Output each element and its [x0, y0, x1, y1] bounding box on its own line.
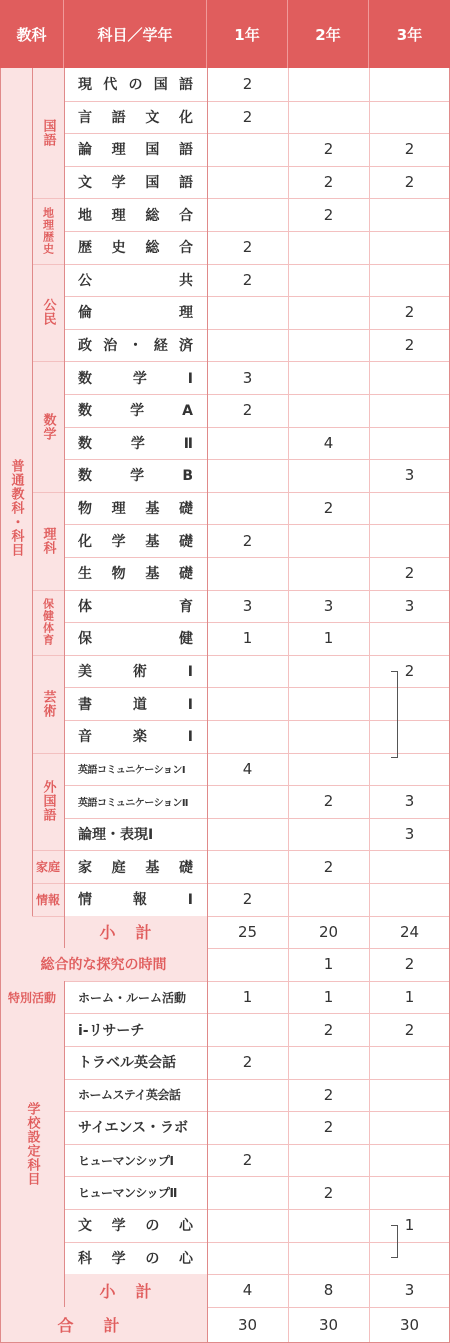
category-label: 公民	[40, 298, 56, 327]
year3-credits: 2	[404, 564, 415, 583]
category-label: 数学	[40, 412, 56, 441]
year1-credits	[207, 198, 288, 231]
school-year2-credits: 2	[323, 1085, 334, 1104]
school-year3-credits	[369, 1046, 450, 1079]
column-divider	[369, 68, 370, 1343]
school-year3-credits	[369, 1079, 450, 1112]
year2-credits: 2	[323, 140, 334, 159]
school-year3-credits: 1	[404, 1216, 415, 1235]
school-year2-credits: 2	[323, 1183, 334, 1202]
school-subject-name	[64, 1242, 207, 1275]
year2-credits	[288, 329, 369, 362]
year2-credits: 4	[323, 433, 334, 452]
year3-credits: 2	[404, 662, 415, 681]
year2-credits	[288, 394, 369, 427]
year1-credits: 2	[242, 531, 253, 550]
subject-name	[64, 101, 207, 134]
school-year3-credits	[369, 1176, 450, 1209]
year1-credits	[207, 459, 288, 492]
year2-credits	[288, 818, 369, 851]
year1-credits	[207, 818, 288, 851]
category-label: 地理歴史	[41, 206, 55, 255]
sougou-year2: 1	[323, 955, 334, 974]
total-label: 合計	[0, 1307, 207, 1343]
year3-credits	[369, 394, 450, 427]
year3-credits: 2	[404, 140, 415, 159]
school-year3-credits: 2	[404, 1020, 415, 1039]
school-year2-credits	[288, 1046, 369, 1079]
school-year2-credits	[288, 1209, 369, 1242]
subject-name	[64, 622, 207, 655]
column-divider	[64, 1013, 65, 1306]
year2-credits	[288, 101, 369, 134]
subject-name-text: 政治・経済	[78, 338, 193, 355]
school-year1-credits: 2	[242, 1151, 253, 1170]
category-label: 家庭	[35, 860, 60, 875]
subject-name-text: 倫理	[78, 305, 193, 322]
school-subject-name-text: ホームステイ英会話	[78, 1088, 181, 1103]
year1-credits: 3	[242, 368, 253, 387]
year1-credits: 2	[242, 75, 253, 94]
year2-credits	[288, 459, 369, 492]
school-year2-credits	[288, 1242, 369, 1275]
subject-name	[64, 655, 207, 688]
year1-credits: 2	[242, 270, 253, 289]
header-kyouka: 教科	[0, 0, 64, 68]
year1-credits: 1	[242, 629, 253, 648]
subject-name	[64, 818, 207, 851]
tokubetsu-year1: 1	[242, 988, 253, 1007]
category-label: 国語	[40, 119, 56, 148]
year1-credits	[207, 655, 288, 688]
year1-credits: 2	[242, 890, 253, 909]
year3-credits	[369, 883, 450, 916]
year2-credits: 3	[323, 596, 334, 615]
header-year2: 2年	[288, 0, 369, 68]
subject-name-text: 体育	[78, 598, 193, 615]
year2-credits	[288, 264, 369, 297]
column-divider	[32, 68, 33, 916]
year1-credits	[207, 850, 288, 883]
selection-bracket	[391, 1225, 398, 1258]
year2-credits	[288, 296, 369, 329]
year2-credits	[288, 361, 369, 394]
year1-credits: 2	[242, 401, 253, 420]
subject-name	[64, 68, 207, 101]
year1-credits: 3	[242, 596, 253, 615]
subtotal1-year3: 24	[399, 922, 420, 941]
subtotal1-year1: 25	[237, 922, 258, 941]
subject-name	[64, 720, 207, 753]
total-year1: 30	[237, 1315, 258, 1334]
school-year2-credits: 2	[323, 1118, 334, 1137]
sougou-year3: 2	[404, 955, 415, 974]
year2-credits: 2	[323, 173, 334, 192]
school-year2-credits	[288, 1144, 369, 1177]
school-year1-credits	[207, 1209, 288, 1242]
subject-name-text: 論理・表現Ⅰ	[78, 827, 154, 844]
year1-credits	[207, 557, 288, 590]
header-kamoku: 科目／学年	[64, 0, 207, 68]
school-subject-name	[64, 1079, 207, 1112]
year3-credits: 2	[404, 336, 415, 355]
year3-credits	[369, 68, 450, 101]
year2-credits	[288, 687, 369, 720]
subtotal2-label: 小計	[64, 1274, 207, 1307]
year2-credits	[288, 883, 369, 916]
year3-credits	[369, 753, 450, 786]
year2-credits	[288, 524, 369, 557]
subject-name-text: 現代の国語	[78, 77, 193, 94]
category-label: 保健体育	[41, 598, 55, 647]
year3-credits: 3	[404, 825, 415, 844]
year3-credits	[369, 687, 450, 720]
year2-credits: 2	[323, 205, 334, 224]
school-year3-credits	[369, 1144, 450, 1177]
school-subject-name-text: 科学の心	[78, 1250, 193, 1267]
year3-credits: 3	[404, 792, 415, 811]
subject-name-text: 文学国語	[78, 175, 193, 192]
school-year1-credits	[207, 1079, 288, 1112]
school-year1-credits	[207, 1013, 288, 1046]
school-subject-name	[64, 1013, 207, 1046]
year1-credits: 4	[242, 759, 253, 778]
total-year3: 30	[399, 1315, 420, 1334]
school-subject-name	[64, 1111, 207, 1144]
school-subject-name	[64, 1209, 207, 1242]
subtotal1-label: 小計	[64, 916, 207, 949]
year3-credits: 2	[404, 173, 415, 192]
school-group-label: 学校設定科目	[24, 1101, 40, 1186]
subject-name	[64, 524, 207, 557]
subject-name-text: 地理総合	[78, 207, 193, 224]
school-subject-name-text: ヒューマンシップⅠ	[78, 1153, 174, 1168]
year2-credits	[288, 655, 369, 688]
subject-name-text: 歴史総合	[78, 240, 193, 257]
year1-credits	[207, 133, 288, 166]
year3-credits: 3	[404, 596, 415, 615]
year3-credits	[369, 492, 450, 525]
subject-name-text: 情報Ⅰ	[78, 892, 193, 909]
subject-name-text: 数学A	[78, 403, 193, 420]
year1-credits: 2	[242, 238, 253, 257]
header-year3: 3年	[369, 0, 450, 68]
subject-name	[64, 753, 207, 786]
main-group-label: 普通教科・科目	[8, 459, 24, 558]
sougou-year1	[207, 948, 288, 981]
school-subject-name-text: 文学の心	[78, 1218, 193, 1235]
subject-name-text: 言語文化	[78, 109, 193, 126]
year2-credits	[288, 68, 369, 101]
column-divider	[288, 68, 289, 1343]
subject-name	[64, 394, 207, 427]
subject-name	[64, 850, 207, 883]
subject-name-text: 英語コミュニケーションⅠ	[78, 765, 186, 777]
subject-name	[64, 361, 207, 394]
subject-name	[64, 883, 207, 916]
school-subject-name-text: i-リサーチ	[78, 1022, 145, 1039]
year1-credits	[207, 687, 288, 720]
year1-credits: 2	[242, 107, 253, 126]
total-year2: 30	[318, 1315, 339, 1334]
school-subject-name	[64, 1144, 207, 1177]
year2-credits	[288, 753, 369, 786]
year3-credits: 3	[404, 466, 415, 485]
subject-name-text: 書道Ⅰ	[78, 696, 193, 713]
tokubetsu-year3: 1	[404, 988, 415, 1007]
year2-credits	[288, 231, 369, 264]
year1-credits	[207, 166, 288, 199]
year2-credits	[288, 557, 369, 590]
school-year1-credits: 2	[242, 1053, 253, 1072]
subtotal2-year1: 4	[242, 1281, 253, 1300]
subject-name	[64, 687, 207, 720]
year3-credits	[369, 101, 450, 134]
school-year3-credits	[369, 1242, 450, 1275]
column-divider	[0, 68, 1, 1343]
tokubetsu-group: 特別活動	[0, 981, 64, 1014]
tokubetsu-name: ホーム・ルーム活動	[78, 990, 187, 1005]
subtotal1-year2: 20	[318, 922, 339, 941]
year2-credits: 2	[323, 499, 334, 518]
subject-name	[64, 459, 207, 492]
subject-name	[64, 198, 207, 231]
year3-credits	[369, 427, 450, 460]
sougou-label: 総合的な探究の時間	[0, 948, 207, 981]
selection-bracket	[391, 671, 398, 758]
subtotal2-year2: 8	[323, 1281, 334, 1300]
year3-credits	[369, 198, 450, 231]
year3-credits	[369, 231, 450, 264]
category-label: 外国語	[40, 780, 56, 823]
subject-name	[64, 166, 207, 199]
tokubetsu-year2: 1	[323, 988, 334, 1007]
column-divider	[207, 68, 208, 1343]
year3-credits: 2	[404, 303, 415, 322]
school-subject-name	[64, 1046, 207, 1079]
school-year2-credits: 2	[323, 1020, 334, 1039]
subject-name-text: 美術Ⅰ	[78, 664, 193, 681]
year3-credits	[369, 850, 450, 883]
subject-name-text: 物理基礎	[78, 501, 193, 518]
school-subject-name-text: トラベル英会話	[78, 1055, 176, 1072]
subject-name	[64, 296, 207, 329]
year1-credits	[207, 427, 288, 460]
subject-name	[64, 427, 207, 460]
subject-name	[64, 557, 207, 590]
year1-credits	[207, 329, 288, 362]
subject-name-text: 生物基礎	[78, 566, 193, 583]
school-year1-credits	[207, 1242, 288, 1275]
subject-name-text: 公共	[78, 272, 193, 289]
year1-credits	[207, 720, 288, 753]
subject-name	[64, 492, 207, 525]
subject-name	[64, 785, 207, 818]
category-label: 情報	[35, 892, 60, 907]
year2-credits: 2	[323, 792, 334, 811]
subtotal2-year3: 3	[404, 1281, 415, 1300]
subject-name-text: 保健	[78, 631, 193, 648]
subject-name-text: 化学基礎	[78, 533, 193, 550]
header-year1: 1年	[207, 0, 288, 68]
year3-credits	[369, 720, 450, 753]
year3-credits	[369, 361, 450, 394]
category-label: 理科	[40, 526, 56, 555]
subject-name-text: 論理国語	[78, 142, 193, 159]
subject-name	[64, 329, 207, 362]
year2-credits: 2	[323, 857, 334, 876]
subject-name-text: 英語コミュニケーションⅡ	[78, 797, 188, 809]
subject-name	[64, 133, 207, 166]
column-divider	[64, 981, 65, 1014]
subject-name-text: 家庭基礎	[78, 859, 193, 876]
year2-credits: 1	[323, 629, 334, 648]
year1-credits	[207, 785, 288, 818]
school-subject-name	[64, 1176, 207, 1209]
row-divider	[32, 916, 64, 917]
year3-credits	[369, 524, 450, 557]
school-subject-name-text: ヒューマンシップⅡ	[78, 1186, 177, 1201]
year3-credits	[369, 264, 450, 297]
year1-credits	[207, 296, 288, 329]
subject-name	[64, 264, 207, 297]
column-divider	[64, 68, 65, 948]
subject-name-text: 数学Ⅱ	[78, 435, 193, 452]
school-year3-credits	[369, 1111, 450, 1144]
year3-credits	[369, 622, 450, 655]
subject-name-text: 音楽Ⅰ	[78, 729, 193, 746]
subject-name	[64, 231, 207, 264]
subject-name	[64, 590, 207, 623]
subject-name-text: 数学B	[78, 468, 193, 485]
year1-credits	[207, 492, 288, 525]
year2-credits	[288, 720, 369, 753]
category-label: 芸術	[40, 689, 56, 718]
subject-name-text: 数学Ⅰ	[78, 370, 193, 387]
school-year1-credits	[207, 1176, 288, 1209]
school-subject-name-text: サイエンス・ラボ	[78, 1120, 189, 1137]
school-year1-credits	[207, 1111, 288, 1144]
